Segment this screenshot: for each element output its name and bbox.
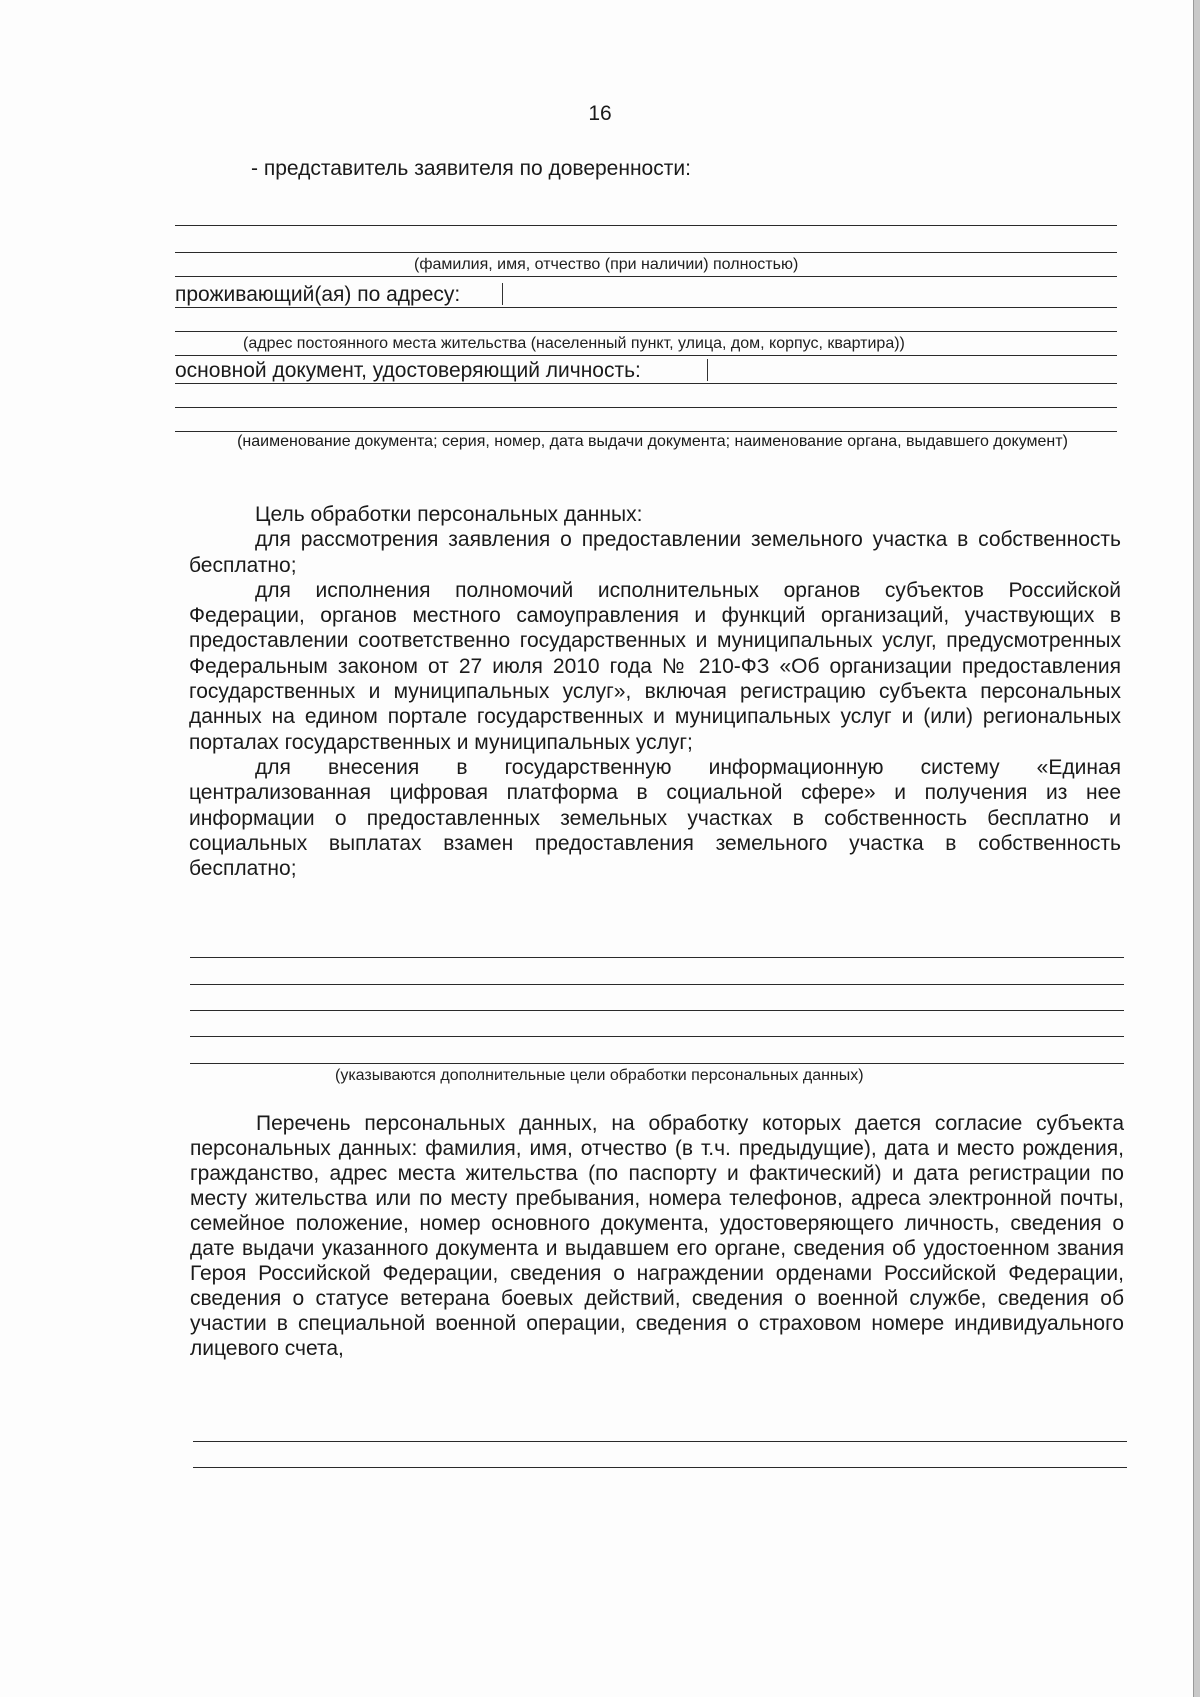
id-document-field[interactable] — [707, 359, 708, 381]
address-caption: (адрес постоянного места жительства (населенный пункт, улица, дом, корпус, квартира)) — [243, 335, 905, 352]
representative-heading: - представитель заявителя по доверенности: — [251, 157, 691, 180]
purpose-item: для исполнения полномочий исполнительных органов субъектов Российской Федерации, органов местного самоуправления и функций организаций, участвующих в предоставлении соответственно государственных и муниципальных услуг, предусмотренных Федеральным законом от 27 июля 2010 года № 210-ФЗ «Об организации предоставления государственных и муниципальных услуг», включая регистрацию субъекта персональных данных на едином портале государственных и муниципальных услуг и (или) региональных порталах государственных и муниципальных услуг; — [189, 578, 1121, 754]
name-line-1[interactable] — [175, 225, 1117, 226]
data-list-line-1[interactable] — [193, 1441, 1127, 1442]
additional-purpose-line-5[interactable] — [190, 1063, 1124, 1064]
address-label: проживающий(ая) по адресу: — [175, 283, 461, 306]
data-list-line-2[interactable] — [193, 1467, 1127, 1468]
address-field[interactable] — [502, 283, 503, 305]
additional-purpose-line-4[interactable] — [190, 1036, 1124, 1037]
name-caption-line — [175, 276, 1117, 277]
id-document-line-2[interactable] — [175, 407, 1117, 408]
purpose-title: Цель обработки персональных данных: — [255, 503, 643, 526]
name-caption: (фамилия, имя, отчество (при наличии) полностью) — [414, 256, 799, 273]
processing-purposes — [189, 502, 1121, 881]
purpose-item: для рассмотрения заявления о предоставлении земельного участка в собственность бесплатно; — [189, 528, 1121, 577]
personal-data-list — [190, 1111, 1124, 1361]
page-number: 16 — [588, 102, 612, 125]
additional-purpose-line-2[interactable] — [190, 984, 1124, 985]
name-line-2[interactable] — [175, 252, 1117, 253]
additional-purpose-line-3[interactable] — [190, 1010, 1124, 1011]
address-line-1[interactable] — [175, 307, 1117, 308]
additional-purpose-line-1[interactable] — [190, 957, 1124, 958]
id-document-line-1[interactable] — [175, 383, 1117, 384]
id-document-caption: (наименование документа; серия, номер, дата выдачи документа; наименование органа, выдавшего документ) — [237, 433, 1068, 450]
id-document-label: основной документ, удостоверяющий личность: — [175, 359, 641, 382]
address-caption-line — [175, 355, 1117, 356]
personal-data-list-text: Перечень персональных данных, на обработку которых дается согласие субъекта персональных данных: фамилия, имя, отчество (в т.ч. предыдущие), дата и место рождения, гражданство, адрес места жительства (по паспорту и фактический) и дата регистрации по месту жительства или по месту пребывания, номера телефонов, адреса электронной почты, семейное положение, номер основного документа, удостоверяющего личность, сведения о дате выдачи указанного документа и выдавшем его органе, сведения об удостоенном звания Героя Российской Федерации, сведения о награждении орденами Российской Федерации, сведения о статусе ветерана боевых действий, сведения о военной службе, сведения об участии в специальной военной операции, сведения о страховом номере индивидуального лицевого счета, — [190, 1112, 1124, 1360]
additional-purpose-caption: (указываются дополнительные цели обработки персональных данных) — [335, 1067, 864, 1084]
address-line-2[interactable] — [175, 331, 1117, 332]
purpose-item: для внесения в государственную информационную систему «Единая централизованная цифровая платформа в социальной сфере» и получения из нее информации о предоставленных земельных участках в собственность бесплатно и социальных выплатах взамен предоставления земельного участка в собственность бесплатно; — [189, 755, 1121, 881]
